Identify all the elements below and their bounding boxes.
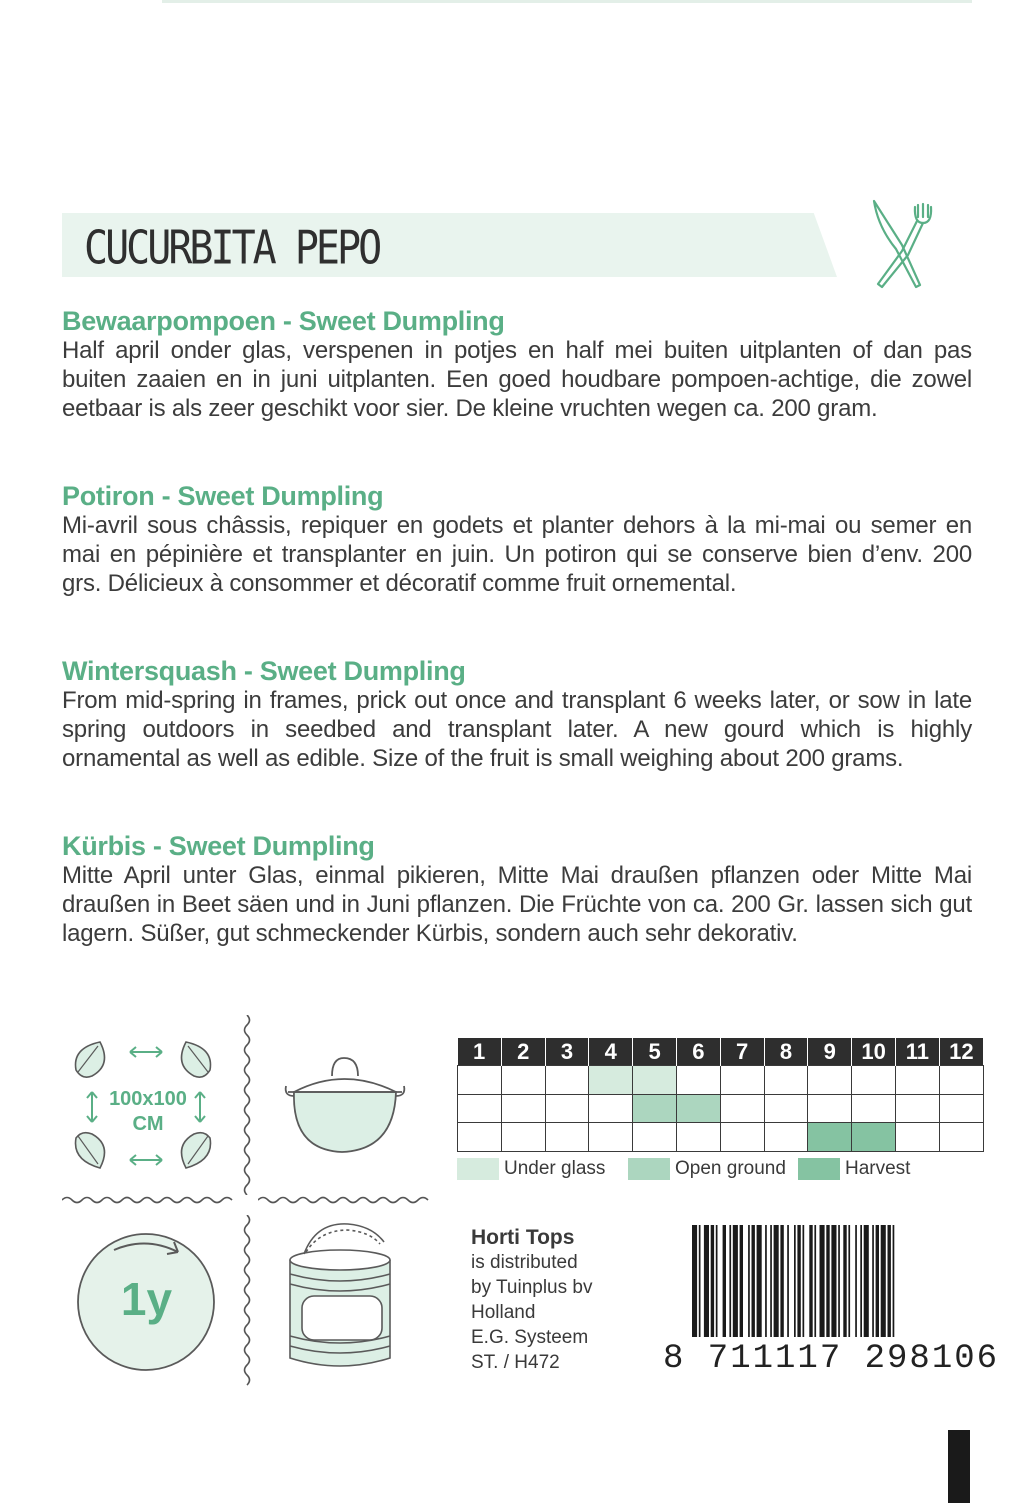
barcode-bar [826,1225,829,1337]
section-german [62,831,972,948]
barcode-bar [729,1225,731,1337]
calendar-cell [808,1066,852,1095]
calendar-cell [545,1094,589,1123]
legend-label: Harvest [845,1158,911,1179]
calendar-cell [764,1066,808,1095]
month-label: 5 [633,1038,677,1066]
calendar-cell [720,1066,764,1095]
section-text: From mid-spring in frames, prick out once and transplant 6 weeks later, or sow in late spring outdoors in seedbed and transplant later. A new gourd which is highly ornamental as well as edible. Size of the fruit is small weighing about 200 grams. [62,687,972,772]
cutlery-icon [868,197,938,292]
calendar-cell [720,1094,764,1123]
spacing-value: 100x100 [109,1088,187,1110]
calendar-cell [939,1123,983,1152]
calendar-cell [676,1123,720,1152]
month-label: 9 [808,1038,852,1066]
barcode-bar [838,1225,840,1337]
barcode-bar [794,1225,796,1337]
barcode-bar [787,1225,789,1337]
barcode-bar [740,1225,743,1337]
calendar-row [458,1123,984,1152]
calendar-cell [633,1123,677,1152]
legend-label: Under glass [504,1158,606,1179]
calendar-cell [458,1066,502,1095]
distributor-info [471,1225,592,1375]
distributor-line: E.G. Systeem [471,1327,589,1348]
spacing-icon [62,1030,232,1180]
calendar-cell [720,1123,764,1152]
legend-swatch [798,1158,840,1180]
month-label: 4 [589,1038,633,1066]
calendar-cell [895,1123,939,1152]
month-label: 7 [720,1038,764,1066]
barcode-bar [752,1225,755,1337]
wavy-divider [240,1215,254,1390]
month-label: 2 [501,1038,545,1066]
barcode-bar [872,1225,874,1337]
barcode-bar [770,1225,772,1337]
legend-harvest [798,1158,910,1180]
barcode-number: 8 711117 298106 [663,1340,1000,1378]
distributor-line: is distributed [471,1252,578,1273]
calendar-cell [939,1094,983,1123]
registration-mark [948,1430,970,1503]
barcode-bar [876,1225,879,1337]
brand-name: Horti Tops [471,1226,575,1249]
month-label: 11 [895,1038,939,1066]
section-title: Potiron - Sweet Dumpling [62,481,384,511]
barcode-bar [803,1225,805,1337]
distributor-line: by Tuinplus bv [471,1277,593,1298]
barcode-bar [860,1225,862,1337]
section-text: Half april onder glas, verspenen in potjes en half mei buiten uitplanten of dan pas buiten zaaien en in juni uitplanten. Een goed houdbare pompoen-achtige, die zowel eetbaar is als zeer geschikt voor sier. De kleine vruchten wegen ca. 200 gram. [62,337,972,422]
legend-label: Open ground [675,1158,786,1179]
barcode-bar [757,1225,762,1337]
calendar-header [458,1038,984,1066]
legend-under-glass [457,1158,605,1180]
cooking-pot-icon [282,1052,412,1162]
barcode-bar [864,1225,869,1337]
barcode-bar [820,1225,825,1337]
calendar-body [458,1066,984,1152]
calendar-cell [589,1066,633,1095]
section-french [62,481,972,598]
top-divider [162,0,972,3]
calendar-cell [808,1123,852,1152]
lifespan-value: 1y [120,1273,173,1325]
calendar-cell [458,1094,502,1123]
calendar-cell [458,1123,502,1152]
spacing-label [100,1087,196,1137]
wavy-divider [240,1015,254,1195]
section-text: Mitte April unter Glas, einmal pikieren, Mitte Mai draußen pflanzen oder Mitte Mai draußen in Beet säen und in Juni pflanzen. Die Früchte von ca. 200 Gr. lassen sich gut lagern. Süßer, gut schmeckender Kürbis, sondern auch sehr dekorativ. [62,862,972,947]
calendar-cell [545,1066,589,1095]
section-title: Wintersquash - Sweet Dumpling [62,656,466,686]
calendar-cell [808,1094,852,1123]
month-label: 8 [764,1038,808,1066]
calendar-cell [764,1094,808,1123]
calendar-cell [895,1066,939,1095]
barcode-bar [881,1225,886,1337]
barcode-bar [699,1225,701,1337]
calendar-cell [633,1066,677,1095]
distributor-line: ST. / H472 [471,1352,560,1373]
legend-swatch [628,1158,670,1180]
calendar-cell [589,1094,633,1123]
barcode-bar [765,1225,767,1337]
month-label: 12 [939,1038,983,1066]
calendar-cell [501,1066,545,1095]
sowing-calendar [457,1038,984,1152]
section-dutch [62,306,972,423]
wavy-divider [258,1193,436,1207]
calendar-row [458,1094,984,1123]
wavy-divider [62,1193,240,1207]
month-label: 10 [852,1038,896,1066]
section-title: Kürbis - Sweet Dumpling [62,831,375,861]
barcode-bar [711,1225,714,1337]
calendar-cell [939,1066,983,1095]
section-title: Bewaarpompoen - Sweet Dumpling [62,306,505,336]
barcode-bar [843,1225,846,1337]
barcode-bar [831,1225,836,1337]
distributor-line: Holland [471,1302,536,1323]
barcode-bar [733,1225,738,1337]
lifespan-icon [74,1228,219,1373]
tin-can-icon [286,1220,396,1375]
calendar-cell [852,1123,896,1152]
calendar-cell [764,1123,808,1152]
calendar-cell [852,1094,896,1123]
legend-open-ground [628,1158,786,1180]
barcode-bar [780,1225,783,1337]
calendar-cell [545,1123,589,1152]
barcode [690,1225,958,1340]
legend-swatch [457,1158,499,1180]
barcode-bar [848,1225,850,1337]
barcode-bar [723,1225,726,1337]
calendar-cell [676,1066,720,1095]
section-text: Mi-avril sous châssis, repiquer en godets et planter dehors à la mi-mai ou semer en mai en pépinière et transplanter en juin. Un potiron qui se conserve bien d’env. 200 grs. Délicieux à consommer et décoratif comme fruit ornemental. [62,512,972,597]
spacing-unit: CM [132,1113,164,1135]
barcode-bar [814,1225,816,1337]
barcode-bar [855,1225,857,1337]
calendar-cell [633,1094,677,1123]
calendar-cell [501,1123,545,1152]
calendar-row [458,1066,984,1095]
calendar-cell [589,1123,633,1152]
month-label: 6 [676,1038,720,1066]
barcode-bar [797,1225,800,1337]
barcode-bar [888,1225,891,1337]
barcode-bar [774,1225,779,1337]
barcode-bar [748,1225,750,1337]
barcode-bar [692,1225,697,1337]
section-english [62,656,972,773]
barcode-bar [809,1225,812,1337]
month-label: 1 [458,1038,502,1066]
month-label: 3 [545,1038,589,1066]
calendar-cell [676,1094,720,1123]
barcode-bar [704,1225,709,1337]
calendar-cell [852,1066,896,1095]
barcode-bar [893,1225,895,1337]
barcode-bar [716,1225,718,1337]
calendar-cell [895,1094,939,1123]
calendar-cell [501,1094,545,1123]
latin-name: CUCURBITA PEPO [84,222,380,275]
